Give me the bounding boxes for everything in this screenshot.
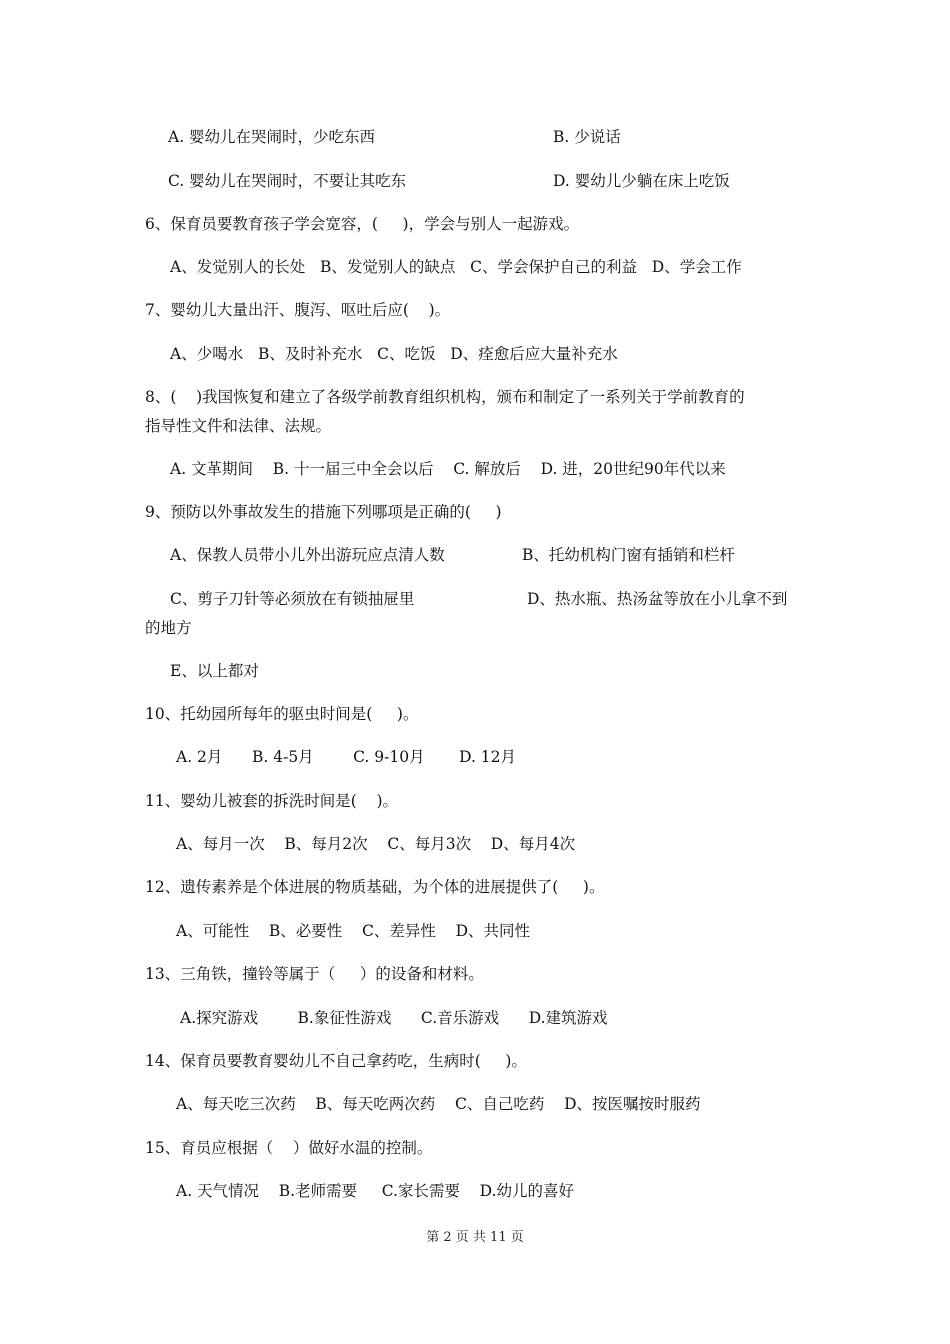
question-8-stem-line2: 指导性文件和法律、法规。 — [145, 417, 332, 435]
question-7-stem: 7、婴幼儿大量出汗、腹泻、呕吐后应( )。 — [145, 301, 451, 319]
question-8-stem-line1: 8、( )我国恢复和建立了各级学前教育组织机构，颁布和制定了一系列关于学前教育的 — [145, 388, 745, 406]
question-10-stem: 10、托幼园所每年的驱虫时间是( )。 — [145, 705, 419, 723]
question-6-stem: 6、保育员要教育孩子学会宽容，( )，学会与别人一起游戏。 — [145, 215, 580, 233]
question-13-options: A.探究游戏 B.象征性游戏 C.音乐游戏 D.建筑游戏 — [180, 1009, 608, 1027]
question-9-option-c: C、剪子刀针等必须放在有锁抽屉里 — [170, 590, 415, 608]
q5-option-d: D. 婴幼儿少躺在床上吃饭 — [553, 172, 730, 190]
question-12-options: A、可能性 B、必要性 C、差异性 D、共同性 — [176, 922, 530, 940]
question-9-option-d-line2: 的地方 — [145, 619, 192, 637]
q5-option-a: A. 婴幼儿在哭闹时，少吃东西 — [168, 128, 376, 146]
question-9-option-b: B、托幼机构门窗有插销和栏杆 — [522, 546, 735, 564]
page-number-footer: 第 2 页 共 11 页 — [426, 1230, 524, 1245]
q5-option-c: C. 婴幼儿在哭闹时，不要让其吃东 — [168, 172, 407, 190]
question-9-option-d-line1: D、热水瓶、热汤盆等放在小儿拿不到 — [527, 590, 788, 608]
question-15-stem: 15、育员应根据（ ）做好水温的控制。 — [145, 1139, 433, 1157]
question-9-option-a: A、保教人员带小儿外出游玩应点清人数 — [170, 546, 445, 564]
question-14-stem: 14、保育员要教育婴幼儿不自己拿药吃，生病时( )。 — [145, 1052, 527, 1070]
question-12-stem: 12、遗传素养是个体进展的物质基础，为个体的进展提供了( )。 — [145, 878, 605, 896]
question-8-options: A. 文革期间 B. 十一届三中全会以后 C. 解放后 D. 进，20世纪90年代以来 — [170, 460, 726, 478]
question-7-options: A、少喝水 B、及时补充水 C、吃饭 D、痊愈后应大量补充水 — [170, 345, 618, 363]
question-10-options: A. 2月 B. 4-5月 C. 9-10月 D. 12月 — [176, 748, 517, 766]
question-9-stem: 9、预防以外事故发生的措施下列哪项是正确的( ) — [145, 503, 502, 521]
question-15-options: A. 天气情况 B.老师需要 C.家长需要 D.幼儿的喜好 — [176, 1182, 574, 1200]
question-6-options: A、发觉别人的长处 B、发觉别人的缺点 C、学会保护自己的利益 D、学会工作 — [170, 258, 742, 276]
q5-option-b: B. 少说话 — [553, 128, 621, 146]
question-11-stem: 11、婴幼儿被套的拆洗时间是( )。 — [145, 792, 399, 810]
question-11-options: A、每月一次 B、每月2次 C、每月3次 D、每月4次 — [176, 835, 576, 853]
question-14-options: A、每天吃三次药 B、每天吃两次药 C、自己吃药 D、按医嘱按时服药 — [176, 1095, 701, 1113]
question-9-option-e: E、以上都对 — [170, 662, 259, 680]
question-13-stem: 13、三角铁，撞铃等属于（ ）的设备和材料。 — [145, 965, 484, 983]
